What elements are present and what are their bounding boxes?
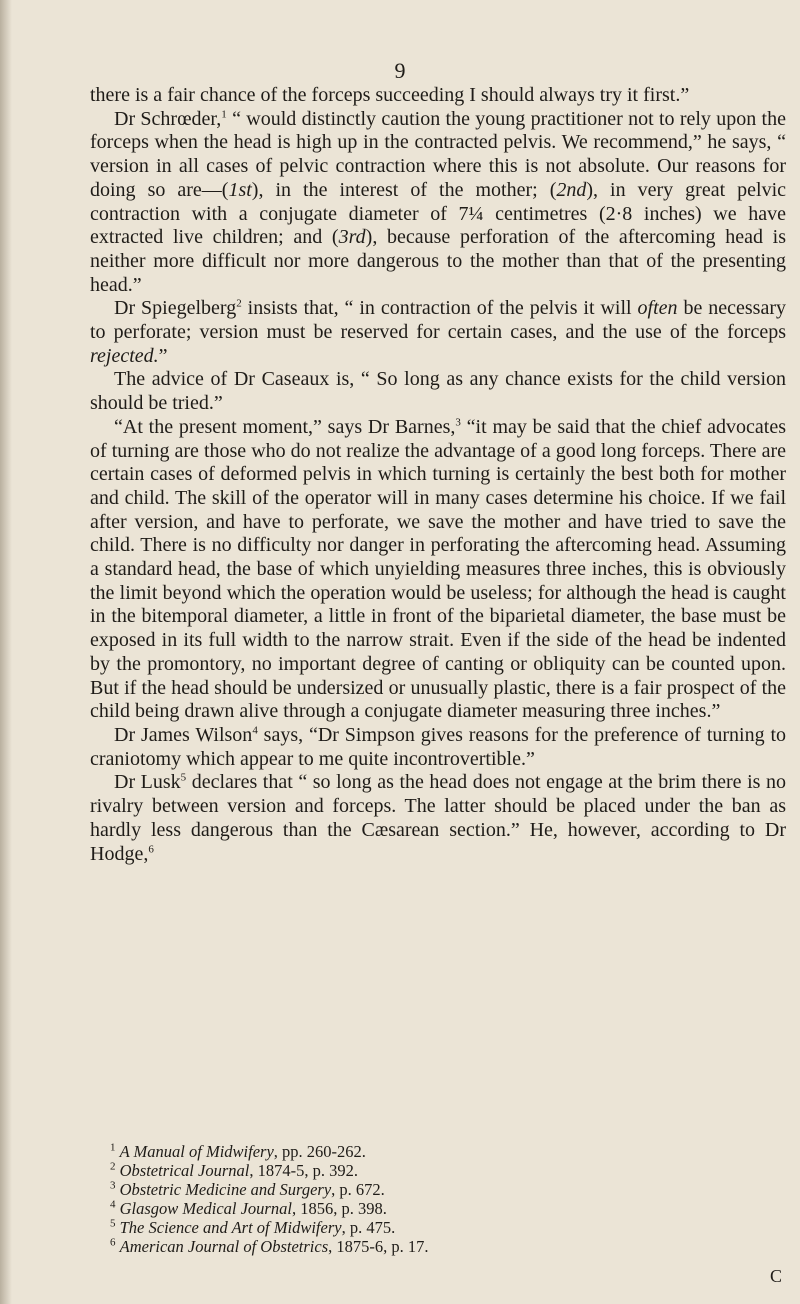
footnote-ref-6: 6 [148, 842, 154, 855]
paragraph-wilson: Dr James Wilson$^4$ says, “Dr Simpson gives reasons for the preference of turning to craniotomy which appear to me quite incontrovertible.” [90, 723, 787, 770]
paragraph-spiegelberg: Dr Spiegelberg$^2$ insists that, “ in contraction of the pelvis it will often be necessary to perforate; version must be reserved for certain cases, and the use of the forceps rejected.” [90, 297, 786, 367]
footnote-ref-1: 1 [221, 108, 227, 121]
footnote-ref-2: 2 [236, 297, 242, 310]
paragraph-caseaux: The advice of Dr Caseaux is, “ So long as any chance exists for the child version should be tried.” [90, 368, 786, 415]
page-number: 9 [394, 58, 406, 83]
paragraph-schroeder: Dr Schrœder,$^1$ “ would distinctly caution the young practitioner not to rely upon the forceps when the head is high up in the contracted pelvis. We recommend,” he says, “ version in all cases of pelvic contraction where this is not absolute. Our reasons for doing so are—(1st), in the interest of the mother; (2nd), in very great pelvic contraction with a conjugate diameter of 7¼ centimetres (2·8 inches) we have extracted live children; and (3rd), because perforation of the aftercoming head is neither more difficult nor more dangerous to the mother than that of the presenting head.” [90, 107, 787, 296]
footnote-ref-4: 4 [252, 724, 258, 737]
footnote-ref-3: 3 [455, 416, 461, 429]
footnotes [110, 1142, 730, 1256]
footnote: $^1$ A Manual of Midwifery, pp. 260-262. [110, 1141, 366, 1161]
footnote: $^3$ Obstetric Medicine and Surgery, p. 672. [110, 1179, 385, 1199]
paragraph-continuation: there is a fair chance of the forceps succeeding I should always try it first.” [90, 84, 690, 106]
body-text [90, 84, 786, 866]
footnote-ref-5: 5 [180, 771, 187, 784]
footnote: $^4$ Glasgow Medical Journal, 1856, p. 398. [110, 1198, 387, 1218]
signature-mark: C [770, 1266, 783, 1286]
footnote: $^6$ American Journal of Obstetrics, 1875-6, p. 17. [110, 1236, 429, 1256]
footnote: $^2$ Obstetrical Journal, 1874-5, p. 392. [110, 1160, 358, 1180]
page-binding-shadow [0, 0, 12, 1304]
footnote: $^5$ The Science and Art of Midwifery, p. 475. [110, 1217, 396, 1237]
paragraph-barnes: “At the present moment,” says Dr Barnes,$^3$ “it may be said that the chief advocates of turning are those who do not realize the advantage of a good long forceps. There are certain cases of deformed pelvis in which turning is certainly the best both for mother and child. The skill of the operator will in many cases determine his choice. If we fail after version, and have to perforate, we save the mother and have tried to save the child. There is no difficulty nor danger in perforating the aftercoming head. Assuming a standard head, the base of which unyielding measures three inches, this is obviously the limit beyond which the operation would be useless; for although the head is caught in the bitemporal diameter, a little in front of the biparietal diameter, the base must be exposed in its full width to the narrow strait. Even if the side of the head be indented by the promontory, no important degree of canting or obliquity can be counted upon. But if the head should be undersized or unusually plastic, there is a fair prospect of the child being drawn alive through a conjugate diameter measuring three inches.” [90, 415, 786, 723]
paragraph-lusk: Dr Lusk$^5$ declares that “ so long as the head does not engage at the brim there is no rivalry between version and forceps. The latter should be placed under the ban as hardly less dangerous than the Cæsarean section.” He, however, according to Dr Hodge,$^6$ [90, 771, 786, 865]
